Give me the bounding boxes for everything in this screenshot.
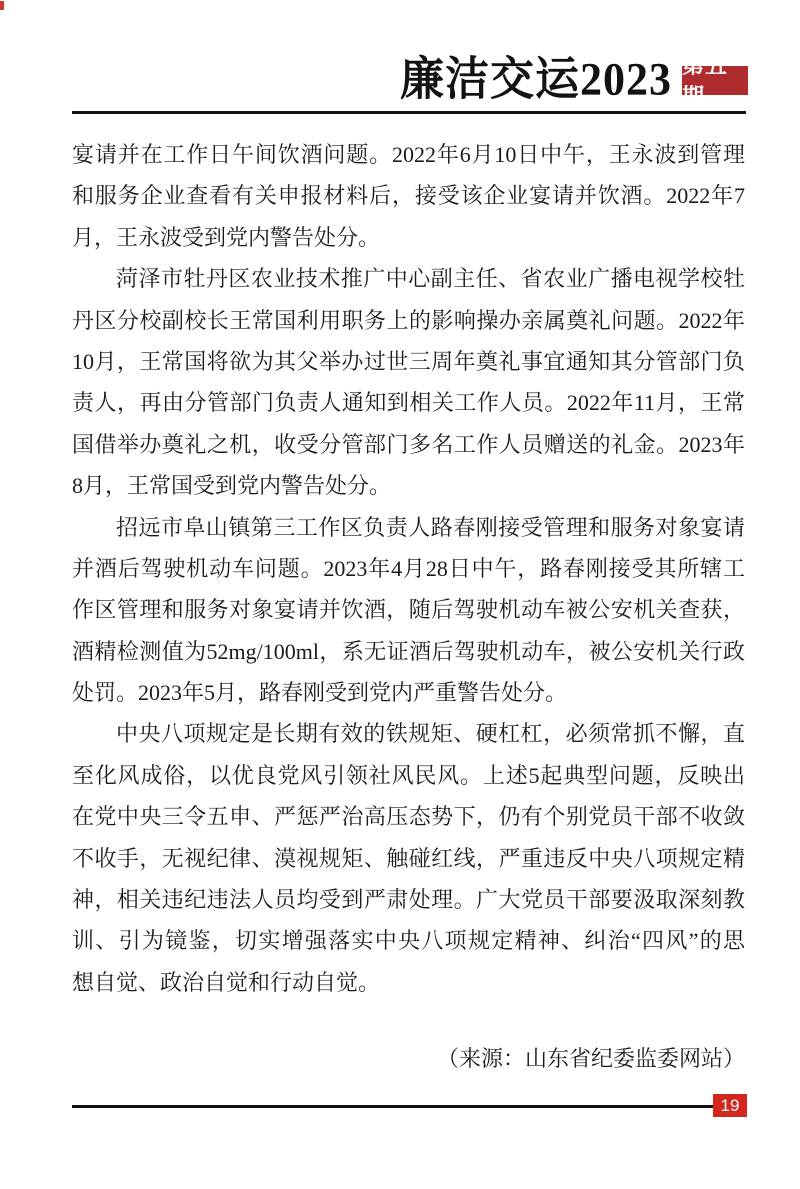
article-line: 训、引为镜鉴，切实增强落实中央八项规定精神、纠治“四风”的思 — [72, 928, 745, 954]
article-line: 菏泽市牡丹区农业技术推广中心副主任、省农业广播电视学校牡 — [116, 266, 745, 292]
article-line: 在党中央三令五申、严惩严治高压态势下，仍有个别党员干部不收敛 — [72, 804, 745, 830]
article-line: 招远市阜山镇第三工作区负责人路春刚接受管理和服务对象宴请 — [116, 514, 745, 540]
masthead-title: 廉洁交运2023 — [400, 53, 672, 106]
issue-badge: 第五期 — [682, 66, 748, 95]
article-line: 月，王永波受到党内警告处分。 — [72, 224, 381, 250]
corner-mark — [0, 1, 4, 10]
source-attribution: （来源：山东省纪委监委网站） — [436, 1046, 745, 1071]
article-line: 10月，王常国将欲为其父举办过世三周年奠礼事宜通知其分管部门负 — [72, 348, 745, 374]
article-line: 责人，再由分管部门负责人通知到相关工作人员。2022年11月，王常 — [72, 390, 745, 416]
article-body — [72, 134, 745, 1003]
footer-rule — [72, 1105, 713, 1108]
article-line: 至化风成俗，以优良党风引领社风民风。上述5起典型问题，反映出 — [72, 762, 745, 788]
article-line: 并酒后驾驶机动车问题。2023年4月28日中午，路春刚接受其所辖工 — [72, 555, 745, 581]
article-line: 酒精检测值为52mg/100ml，系无证酒后驾驶机动车，被公安机关行政 — [72, 638, 745, 664]
article-line: 宴请并在工作日午间饮酒问题。2022年6月10日中午，王永波到管理 — [72, 142, 745, 167]
article-line: 8月，王常国受到党内警告处分。 — [72, 473, 392, 499]
article-line: 作区管理和服务对象宴请并饮酒，随后驾驶机动车被公安机关查获， — [72, 597, 745, 623]
article-line: 不收手，无视纪律、漠视规矩、触碰红线，严重违反中央八项规定精 — [72, 845, 745, 871]
article-line: 神，相关违纪违法人员均受到严肃处理。广大党员干部要汲取深刻教 — [72, 887, 745, 913]
masthead — [400, 53, 748, 109]
article-line: 中央八项规定是长期有效的铁规矩、硬杠杠，必须常抓不懈，直 — [116, 721, 745, 747]
article-line: 丹区分校副校长王常国利用职务上的影响操办亲属奠礼问题。2022年 — [72, 307, 745, 333]
header-rule — [72, 111, 746, 114]
page-number-badge: 19 — [713, 1094, 747, 1117]
article-line: 处罚。2023年5月，路春刚受到党内严重警告处分。 — [72, 680, 568, 706]
article-line: 和服务企业查看有关申报材料后，接受该企业宴请并饮酒。2022年7 — [72, 183, 745, 209]
article-line: 想自觉、政治自觉和行动自觉。 — [72, 969, 381, 995]
article-line: 国借举办奠礼之机，收受分管部门多名工作人员赠送的礼金。2023年 — [72, 431, 745, 457]
